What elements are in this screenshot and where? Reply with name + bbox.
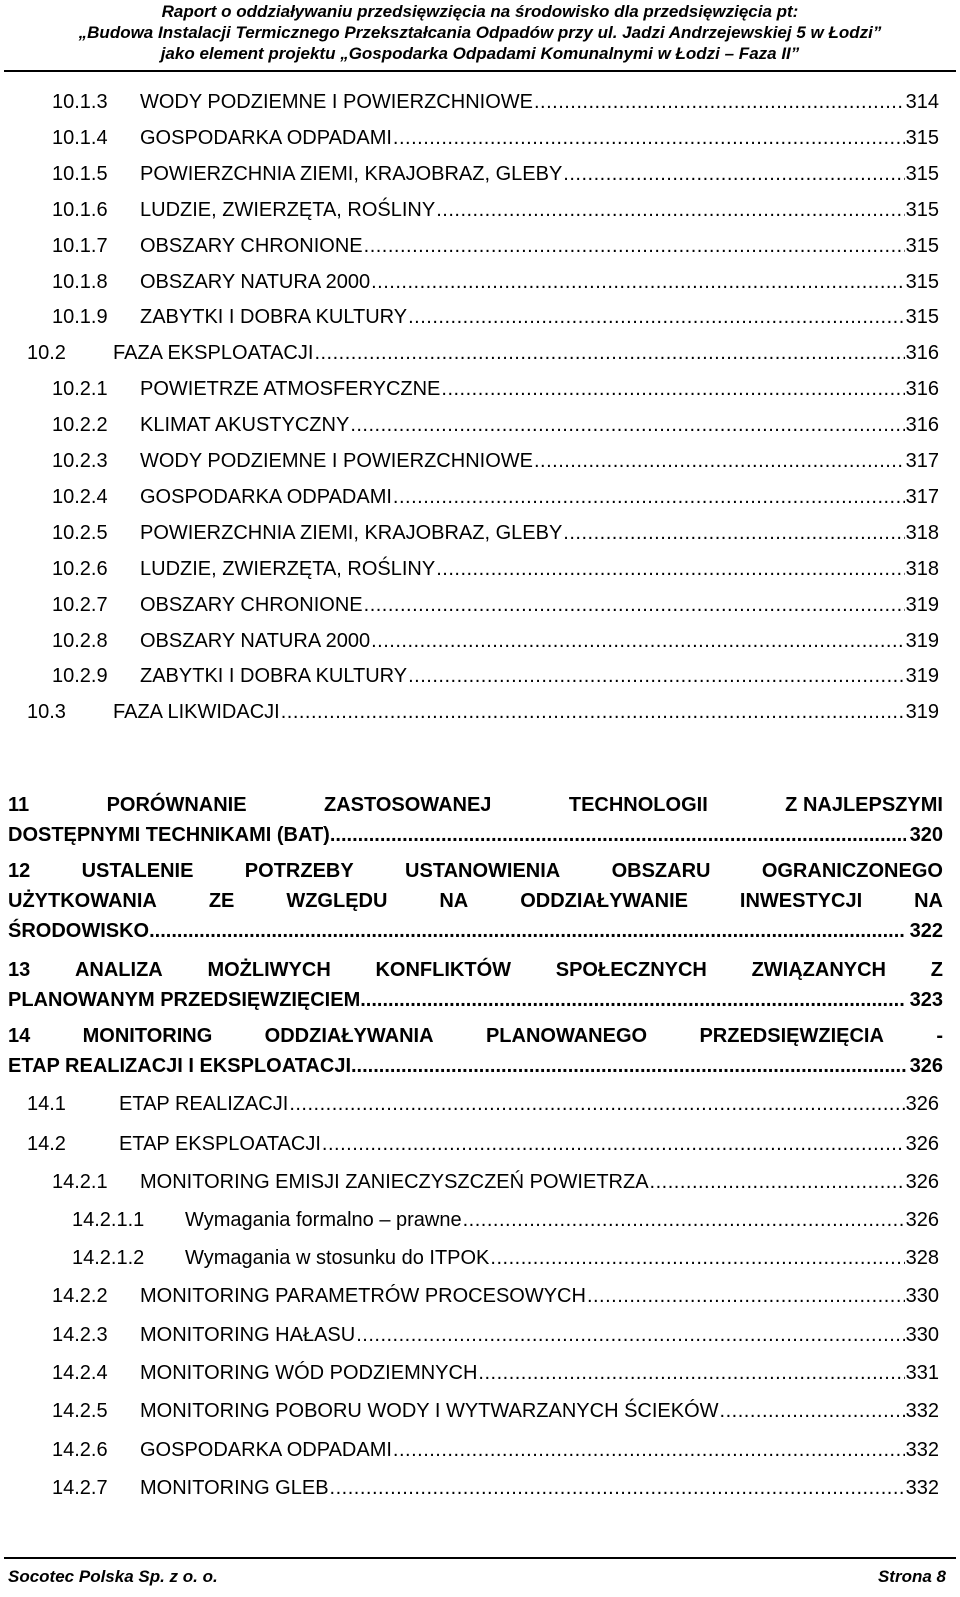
toc-entry-number: 10.2: [27, 342, 66, 365]
toc-entry-title: MONITORING GLEB: [140, 1477, 329, 1499]
toc-chapter-page: 322: [909, 920, 943, 942]
toc-entry[interactable]: [52, 271, 939, 294]
toc-entry-number: 10.2.8: [52, 629, 108, 652]
toc-dot-leader: [563, 522, 904, 545]
toc-entry-page: 319: [905, 701, 939, 724]
toc-dot-leader: [330, 820, 906, 850]
toc-entry-page: 326: [905, 1209, 939, 1231]
toc-chapter-word: INWESTYCJI: [739, 890, 863, 912]
toc-chapter-word: PORÓWNANIE: [106, 794, 247, 816]
toc-entry[interactable]: [52, 630, 939, 653]
toc-entry-page: 315: [905, 126, 939, 149]
header-line-2: „Budowa Instalacji Termicznego Przekształcania Odpadów przy ul. Jadzi Andrzejewskiej 5 w Łodzi”: [78, 23, 882, 42]
toc-chapter-title-line: [8, 790, 943, 820]
toc-entry[interactable]: [52, 450, 939, 473]
toc-chapter-word: PLANOWANEGO: [485, 1025, 648, 1047]
toc-chapter-word: ANALIZA: [74, 959, 163, 981]
toc-entry[interactable]: [52, 378, 939, 401]
toc-chapter-entry[interactable]: [8, 1021, 943, 1081]
toc-entry-page: 315: [905, 270, 939, 293]
toc-chapter-entry[interactable]: [8, 955, 943, 1015]
toc-entry-title: POWIERZCHNIA ZIEMI, KRAJOBRAZ, GLEBY: [140, 521, 563, 544]
toc-entry[interactable]: [52, 235, 939, 258]
toc-entry[interactable]: [72, 1209, 939, 1232]
toc-chapter-word: OGRANICZONEGO: [761, 860, 943, 882]
toc-entry[interactable]: [52, 665, 939, 688]
toc-entry-title: LUDZIE, ZWIERZĘTA, ROŚLINY: [140, 557, 436, 580]
toc-entry-page: 326: [905, 1093, 939, 1115]
toc-dot-leader: [587, 1285, 905, 1308]
toc-entry-number: 10.1.7: [52, 234, 108, 257]
toc-entry-title: POWIETRZE ATMOSFERYCZNE: [140, 378, 441, 401]
toc-entry-number: 14.2.1: [52, 1171, 108, 1193]
toc-entry-number: 10.2.7: [52, 593, 108, 616]
toc-entry-title: FAZA EKSPLOATACJI: [113, 342, 314, 365]
toc-entry-number: 10.1.4: [52, 126, 108, 149]
toc-entry-page: 315: [905, 306, 939, 329]
toc-entry-page: 316: [905, 378, 939, 401]
toc-entry[interactable]: [52, 594, 939, 617]
toc-dot-leader: [534, 450, 905, 473]
toc-chapter-word: NA: [914, 890, 943, 912]
toc-entry-title: Wymagania formalno – prawne: [185, 1209, 462, 1231]
toc-dot-leader: [563, 163, 904, 186]
toc-entry-number: 14.2.7: [52, 1477, 108, 1499]
toc-entry[interactable]: [52, 1400, 939, 1423]
toc-entry-number: 10.2.9: [52, 665, 108, 688]
toc-entry-number: 10.2.5: [52, 521, 108, 544]
toc-chapter-word: ODDZIAŁYWANIA: [264, 1025, 434, 1047]
toc-entry-number: 14.2.1.1: [72, 1209, 145, 1231]
toc-chapter-title-line: [8, 955, 943, 985]
toc-entry[interactable]: [52, 91, 939, 114]
toc-dot-leader: [322, 1133, 905, 1156]
toc-dot-leader: [393, 486, 905, 509]
toc-entry[interactable]: [52, 558, 939, 581]
toc-dot-leader: [281, 701, 905, 724]
toc-entry-number: 10.1.6: [52, 198, 108, 221]
toc-chapter-entry[interactable]: [8, 856, 943, 946]
toc-entry[interactable]: [52, 1171, 939, 1194]
header-line-3: jako element projektu „Gospodarka Odpadami Komunalnymi w Łodzi – Faza II”: [160, 44, 800, 63]
toc-entry[interactable]: [27, 1133, 939, 1156]
toc-entry-number: 10.2.3: [52, 450, 108, 472]
toc-chapter-word: USTANOWIENIA: [405, 860, 561, 882]
toc-dot-leader: [330, 1477, 905, 1500]
toc-entry-title: GOSPODARKA ODPADAMI: [140, 1439, 392, 1461]
toc-entry-page: 315: [905, 198, 939, 221]
toc-entry-title: ZABYTKI I DOBRA KULTURY: [140, 665, 408, 688]
toc-entry[interactable]: [52, 486, 939, 509]
toc-entry[interactable]: [52, 522, 939, 545]
toc-entry[interactable]: [52, 163, 939, 186]
toc-entry[interactable]: [27, 342, 939, 365]
toc-entry-title: MONITORING HAŁASU: [140, 1324, 356, 1346]
toc-entry-page: 318: [905, 521, 939, 544]
toc-chapter-word: ZE: [208, 890, 235, 912]
toc-entry-title: Wymagania w stosunku do ITPOK: [185, 1247, 490, 1269]
toc-entry[interactable]: [52, 1324, 939, 1347]
toc-chapter-word: WZGLĘDU: [286, 890, 388, 912]
toc-chapter-word: OBSZARU: [611, 860, 711, 882]
toc-entry[interactable]: [52, 1439, 939, 1462]
toc-entry-title: FAZA LIKWIDACJI: [113, 701, 280, 724]
toc-chapter-word: -: [936, 1025, 943, 1047]
toc-entry-number: 14.2.4: [52, 1362, 108, 1384]
toc-chapter-number: 11: [8, 794, 30, 816]
toc-entry[interactable]: [52, 1477, 939, 1500]
toc-entry[interactable]: [52, 1285, 939, 1308]
toc-dot-leader: [408, 306, 905, 329]
toc-entry-title: GOSPODARKA ODPADAMI: [140, 485, 392, 508]
toc-entry-title: OBSZARY NATURA 2000: [140, 270, 371, 293]
toc-entry[interactable]: [52, 414, 939, 437]
toc-chapter-number: 12: [8, 860, 31, 882]
toc-entry-page: 332: [905, 1439, 939, 1461]
toc-entry-page: 319: [905, 629, 939, 652]
toc-entry[interactable]: [52, 306, 939, 329]
toc-dot-leader: [364, 235, 905, 258]
toc-entry-number: 14.2.1.2: [72, 1247, 145, 1269]
toc-chapter-word: ODDZIAŁYWANIE: [520, 890, 688, 912]
toc-entry-page: 332: [905, 1400, 939, 1422]
toc-dot-leader: [289, 1093, 904, 1116]
toc-entry[interactable]: [52, 127, 939, 150]
toc-chapter-title-end: ETAP REALIZACJI I EKSPLOATACJI: [8, 1055, 351, 1077]
toc-entry-page: 317: [905, 450, 939, 472]
toc-dot-leader: [436, 558, 904, 581]
toc-entry-number: 14.2.2: [52, 1285, 108, 1307]
toc-entry-number: 10.2.6: [52, 557, 108, 580]
toc-entry-page: 332: [905, 1477, 939, 1499]
toc-entry-page: 330: [905, 1324, 939, 1346]
toc-chapter-word: KONFLIKTÓW: [375, 959, 512, 981]
toc-entry-page: 316: [905, 342, 939, 365]
toc-entry-title: KLIMAT AKUSTYCZNY: [140, 414, 350, 437]
toc-chapter-page: 320: [909, 824, 943, 846]
toc-dot-leader: [490, 1247, 904, 1270]
toc-entry-number: 10.1.3: [52, 91, 108, 113]
toc-entry[interactable]: [27, 1093, 939, 1116]
header-line-1: Raport o oddziaływaniu przedsięwzięcia na środowisko dla przedsięwzięcia pt:: [161, 2, 799, 21]
toc-entry-title: WODY PODZIEMNE I POWIERZCHNIOWE: [140, 450, 533, 472]
toc-entry-title: ETAP EKSPLOATACJI: [119, 1133, 321, 1155]
toc-dot-leader: [360, 985, 905, 1015]
toc-dot-leader: [350, 414, 904, 437]
toc-entry-number: 14.2.3: [52, 1324, 108, 1346]
toc-entry-page: 314: [905, 91, 939, 113]
toc-dot-leader: [534, 91, 905, 114]
toc-entry-title: OBSZARY CHRONIONE: [140, 593, 363, 616]
toc-dot-leader: [364, 594, 905, 617]
toc-chapter-word: ZASTOSOWANEJ: [324, 794, 492, 816]
toc-entry-page: 326: [905, 1133, 939, 1155]
toc-entry-page: 330: [905, 1285, 939, 1307]
toc-entry-number: 10.1.9: [52, 306, 108, 329]
header-divider: [4, 70, 956, 72]
toc-entry-page: 331: [905, 1362, 939, 1384]
toc-chapter-page: 323: [909, 989, 943, 1011]
toc-dot-leader: [478, 1362, 904, 1385]
toc-entry-number: 10.3: [27, 701, 66, 724]
toc-dot-leader: [393, 1439, 905, 1462]
toc-chapter-entry[interactable]: [8, 790, 943, 850]
toc-entry-title: LUDZIE, ZWIERZĘTA, ROŚLINY: [140, 198, 436, 221]
toc-entry-page: 319: [905, 665, 939, 688]
toc-dot-leader: [314, 342, 904, 365]
toc-entry-number: 10.2.4: [52, 485, 108, 508]
toc-entry-title: WODY PODZIEMNE I POWIERZCHNIOWE: [140, 91, 533, 113]
toc-dot-leader: [720, 1400, 905, 1423]
toc-chapter-word: ZWIĄZANYCH: [751, 959, 887, 981]
toc-chapter-title-end: ŚRODOWISKO: [8, 920, 150, 942]
toc-entry[interactable]: [72, 1247, 939, 1270]
toc-chapter-number: 14: [8, 1025, 31, 1047]
toc-entry-title: MONITORING PARAMETRÓW PROCESOWYCH: [140, 1285, 586, 1307]
toc-dot-leader: [371, 630, 905, 653]
toc-entry-number: 14.2.6: [52, 1439, 108, 1461]
toc-entry-number: 14.2.5: [52, 1400, 108, 1422]
toc-entry[interactable]: [27, 701, 939, 724]
toc-entry-number: 10.2.1: [52, 378, 108, 401]
toc-entry-page: 315: [905, 234, 939, 257]
toc-chapter-last-line: [8, 916, 943, 946]
toc-chapter-word: Z: [930, 959, 943, 981]
toc-entry[interactable]: [52, 199, 939, 222]
toc-entry-page: 326: [905, 1171, 939, 1193]
toc-entry-title: ETAP REALIZACJI: [119, 1093, 289, 1115]
toc-entry-title: ZABYTKI I DOBRA KULTURY: [140, 306, 408, 329]
toc-chapter-word: POTRZEBY: [244, 860, 354, 882]
toc-dot-leader: [356, 1324, 904, 1347]
toc-dot-leader: [371, 271, 905, 294]
toc-chapter-last-line: [8, 985, 943, 1015]
toc-chapter-page: 326: [909, 1055, 943, 1077]
page-footer: [8, 1567, 946, 1587]
toc-dot-leader: [408, 665, 905, 688]
toc-chapter-title-line: [8, 886, 943, 916]
toc-chapter-word: USTALENIE: [81, 860, 194, 882]
toc-chapter-last-line: [8, 1051, 943, 1081]
toc-dot-leader: [463, 1209, 905, 1232]
page-header: [0, 0, 960, 76]
toc-entry-page: 319: [905, 593, 939, 616]
toc-chapter-title-end: DOSTĘPNYMI TECHNIKAMI (BAT): [8, 824, 330, 846]
toc-chapter-word: Z NAJLEPSZYMI: [785, 794, 943, 816]
footer-page-number: Strona 8: [877, 1567, 946, 1586]
toc-chapter-word: SPOŁECZNYCH: [555, 959, 707, 981]
toc-chapter-title-line: [8, 1021, 943, 1051]
toc-chapter-word: NA: [439, 890, 469, 912]
toc-dot-leader: [650, 1171, 905, 1194]
toc-entry-title: GOSPODARKA ODPADAMI: [140, 126, 392, 149]
toc-entry[interactable]: [52, 1362, 939, 1385]
toc-chapter-title-line: [8, 856, 943, 886]
toc-dot-leader: [393, 127, 905, 150]
toc-dot-leader: [351, 1051, 906, 1081]
toc-entry-number: 10.1.5: [52, 162, 108, 185]
footer-company: Socotec Polska Sp. z o. o.: [8, 1567, 218, 1586]
toc-chapter-word: PRZEDSIĘWZIĘCIA: [699, 1025, 884, 1047]
toc-chapter-word: MONITORING: [82, 1025, 213, 1047]
toc-entry-title: POWIERZCHNIA ZIEMI, KRAJOBRAZ, GLEBY: [140, 162, 563, 185]
toc-entry-title: MONITORING WÓD PODZIEMNYCH: [140, 1362, 478, 1384]
toc-entry-title: OBSZARY NATURA 2000: [140, 629, 371, 652]
toc-chapter-word: MOŻLIWYCH: [207, 959, 331, 981]
toc-entry-title: MONITORING EMISJI ZANIECZYSZCZEŃ POWIETRZA: [140, 1171, 649, 1193]
toc-entry-number: 14.2: [27, 1133, 66, 1155]
toc-entry-number: 10.2.2: [52, 414, 108, 437]
footer-divider: [4, 1557, 956, 1559]
toc-entry-title: OBSZARY CHRONIONE: [140, 234, 363, 257]
toc-chapter-title-end: PLANOWANYM PRZEDSIĘWZIĘCIEM: [8, 989, 361, 1011]
toc-entry-page: 315: [905, 162, 939, 185]
toc-entry-page: 317: [905, 485, 939, 508]
toc-entry-number: 10.1.8: [52, 270, 108, 293]
toc-chapter-word: UŻYTKOWANIA: [8, 890, 157, 912]
toc-entry-number: 14.1: [27, 1093, 66, 1115]
toc-chapter-number: 13: [8, 959, 31, 981]
toc-entry-page: 316: [905, 414, 939, 437]
toc-dot-leader: [436, 199, 904, 222]
toc-entry-page: 328: [905, 1247, 939, 1269]
toc-entry-page: 318: [905, 557, 939, 580]
toc-dot-leader: [149, 916, 906, 946]
toc-dot-leader: [441, 378, 904, 401]
toc-chapter-word: TECHNOLOGII: [568, 794, 708, 816]
toc-chapter-last-line: [8, 820, 943, 850]
toc-entry-title: MONITORING POBORU WODY I WYTWARZANYCH ŚCIEKÓW: [140, 1400, 719, 1422]
